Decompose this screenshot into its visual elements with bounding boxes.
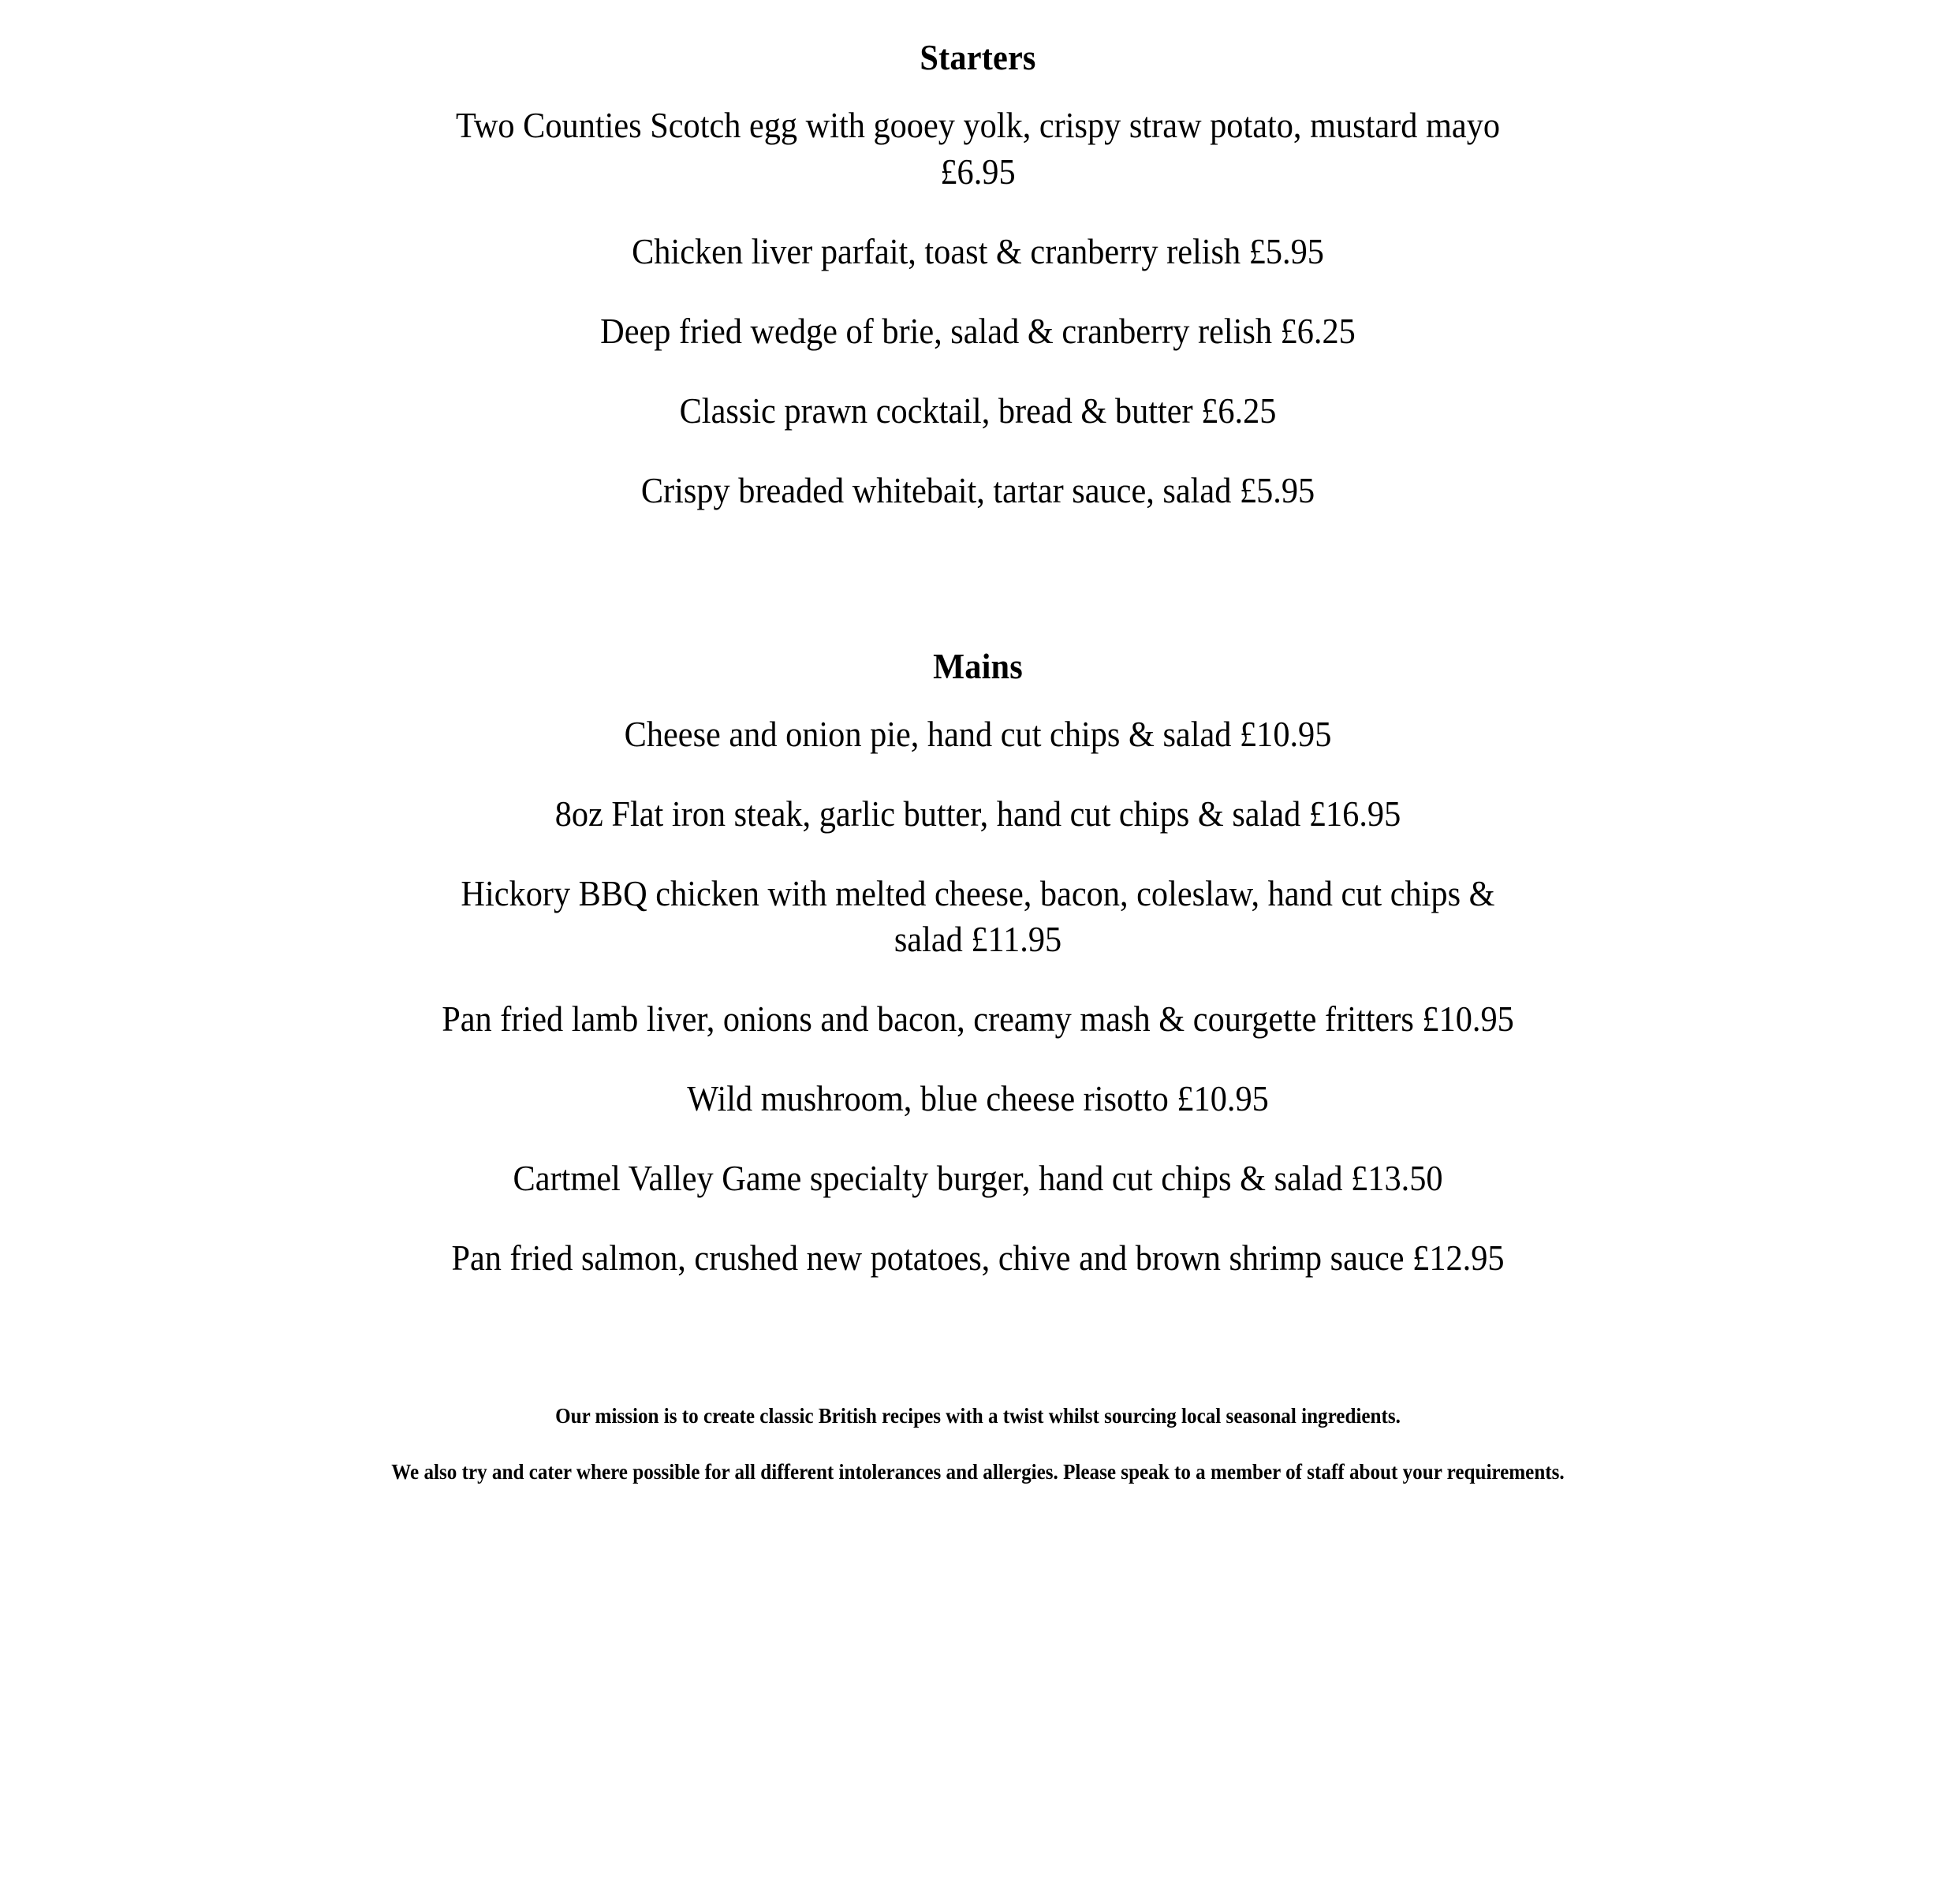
- spacer-section: [237, 514, 1719, 645]
- menu-item-scotch-egg: [296, 103, 1660, 196]
- menu-item-whitebait: Crispy breaded whitebait, tartar sauce, salad £5.95: [640, 469, 1315, 510]
- spacer: [237, 688, 1719, 711]
- spacer: [237, 435, 1719, 468]
- footer-allergies-notice: We also try and cater where possible for all different intolerances and allergies. Please speak to a member of staff about your requirements.: [390, 1460, 1565, 1484]
- spacer-footer: [237, 1282, 1719, 1402]
- menu-item-game-burger: Cartmel Valley Game specialty burger, hand cut chips & salad £13.50: [512, 1158, 1443, 1199]
- section-heading-mains: Mains: [932, 645, 1023, 686]
- menu-item-wild-mushroom-risotto: Wild mushroom, blue cheese risotto £10.95: [686, 1078, 1269, 1119]
- spacer: [237, 79, 1719, 103]
- menu-item-hickory-bbq-chicken: [390, 871, 1565, 964]
- spacer: [237, 196, 1719, 229]
- spacer: [237, 1202, 1719, 1235]
- spacer: [237, 1122, 1719, 1155]
- menu-item-price: salad £11.95: [894, 919, 1061, 960]
- menu-item-text: Two Counties Scotch egg with gooey yolk, crispy straw potato, mustard mayo: [455, 105, 1500, 146]
- menu-item-prawn-cocktail: Classic prawn cocktail, bread & butter £6.25: [679, 390, 1276, 431]
- menu-item-text: Hickory BBQ chicken with melted cheese, bacon, coleslaw, hand cut chips &: [460, 872, 1495, 913]
- menu-item-price: £6.95: [939, 151, 1016, 192]
- menu-item-deep-fried-brie: Deep fried wedge of brie, salad & cranberry relish £6.25: [599, 310, 1356, 351]
- section-heading-starters: Starters: [919, 37, 1036, 77]
- spacer: [237, 355, 1719, 388]
- menu-item-chicken-liver-parfait: Chicken liver parfait, toast & cranberry relish £5.95: [631, 231, 1324, 272]
- spacer: [237, 758, 1719, 791]
- menu-item-pan-fried-salmon: Pan fried salmon, crushed new potatoes, chive and brown shrimp sauce £12.95: [450, 1237, 1505, 1278]
- menu-item-lamb-liver: Pan fried lamb liver, onions and bacon, creamy mash & courgette fritters £10.95: [441, 999, 1514, 1040]
- spacer: [237, 838, 1719, 871]
- menu-item-flat-iron-steak: 8oz Flat iron steak, garlic butter, hand cut chips & salad £16.95: [554, 793, 1401, 834]
- spacer: [237, 963, 1719, 996]
- footer-mission-statement: Our mission is to create classic British recipes with a twist whilst sourcing local seasonal ingredients.: [554, 1403, 1401, 1428]
- spacer: [237, 275, 1719, 308]
- menu-content: [237, 0, 1719, 1487]
- spacer: [237, 1431, 1719, 1458]
- spacer: [237, 1043, 1719, 1076]
- menu-item-cheese-onion-pie: Cheese and onion pie, hand cut chips & salad £10.95: [624, 713, 1331, 754]
